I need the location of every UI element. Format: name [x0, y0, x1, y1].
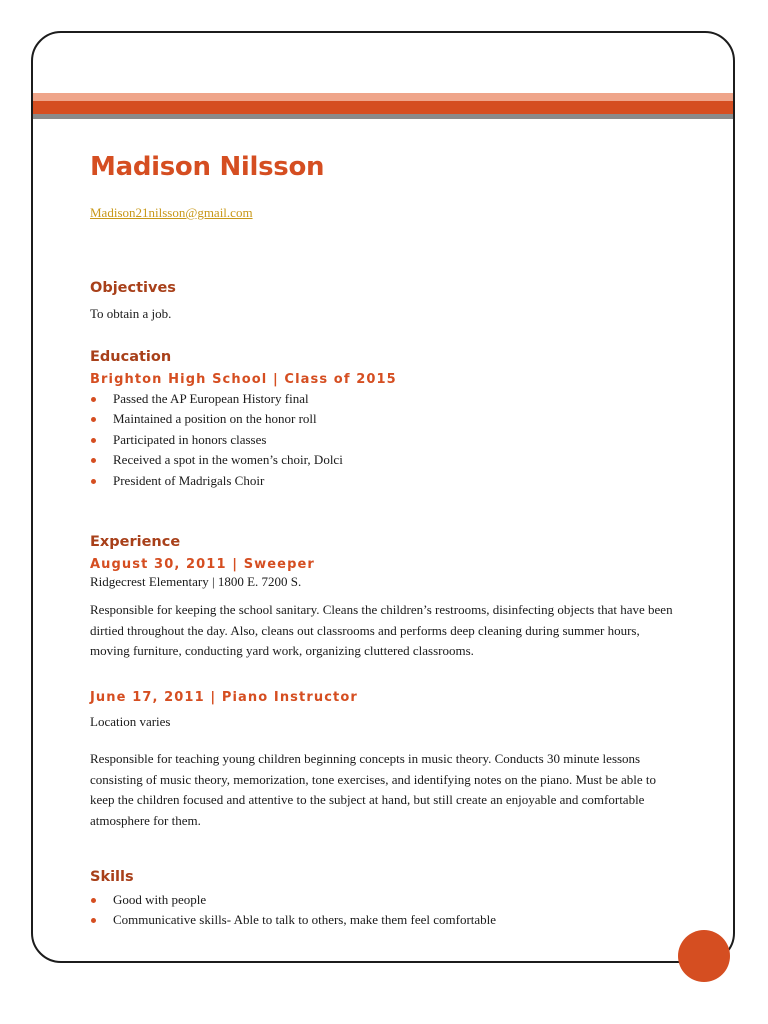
- experience-heading: Experience: [90, 534, 181, 550]
- job-location: Location varies: [90, 714, 171, 729]
- list-item-text: Good with people: [113, 892, 207, 907]
- job-description: Responsible for teaching young children beginning concepts in music theory. Conducts 30 minute lessons consisting of music theory, memorization, tone exercises, and identifying notes on the piano. Must be able to keep the children focused and attentive to the subject at hand, but still create an enjoyable and comfortable atmosphere for them.: [90, 751, 656, 828]
- list-item-text: Maintained a position on the honor roll: [113, 411, 317, 427]
- list-item: [90, 409, 343, 429]
- list-item-text: Participated in honors classes: [113, 431, 267, 447]
- list-item-text: Received a spot in the women’s choir, Dolci: [113, 452, 343, 468]
- list-item-text: Passed the AP European History final: [113, 391, 309, 406]
- list-item-text: President of Madrigals Choir: [113, 472, 265, 488]
- list-item: [90, 450, 343, 470]
- header-band-light: [33, 93, 733, 101]
- education-school: Brighton High School | Class of 2015: [90, 372, 397, 387]
- list-item: [90, 910, 496, 930]
- list-item: [90, 430, 343, 450]
- header-band-gray: [33, 114, 733, 119]
- list-item-text: Communicative skills- Able to talk to others, make them feel comfortable: [113, 912, 497, 928]
- list-item: [90, 389, 343, 409]
- email-link[interactable]: Madison21nilsson@gmail.com: [90, 205, 253, 220]
- resume-name: Madison Nilsson: [90, 152, 325, 182]
- list-item: [90, 471, 343, 491]
- bullet-icon: [91, 898, 96, 903]
- job-title: June 17, 2011 | Piano Instructor: [90, 690, 358, 705]
- job-location: Ridgecrest Elementary | 1800 E. 7200 S.: [90, 574, 302, 589]
- bullet-icon: [91, 458, 96, 463]
- bullet-icon: [91, 918, 96, 923]
- decorative-circle: [678, 930, 730, 982]
- skills-list: [90, 890, 496, 931]
- bullet-icon: [91, 417, 96, 422]
- header-band-accent: [33, 101, 733, 114]
- bullet-icon: [91, 438, 96, 443]
- objectives-heading: Objectives: [90, 280, 176, 296]
- bullet-icon: [91, 479, 96, 484]
- education-list: [90, 389, 343, 491]
- job-title: August 30, 2011 | Sweeper: [90, 557, 315, 572]
- job-description: Responsible for keeping the school sanitary. Cleans the children’s restrooms, disinfecting objects that have been dirtied throughout the day. Also, cleans out classrooms and performs deep cleaning during summer hours, moving furniture, conducting yard work, organizing cluttered classrooms.: [90, 602, 673, 658]
- skills-heading: Skills: [90, 869, 134, 885]
- objectives-text: To obtain a job.: [90, 306, 172, 321]
- education-heading: Education: [90, 349, 172, 365]
- list-item: [90, 890, 496, 910]
- bullet-icon: [91, 397, 96, 402]
